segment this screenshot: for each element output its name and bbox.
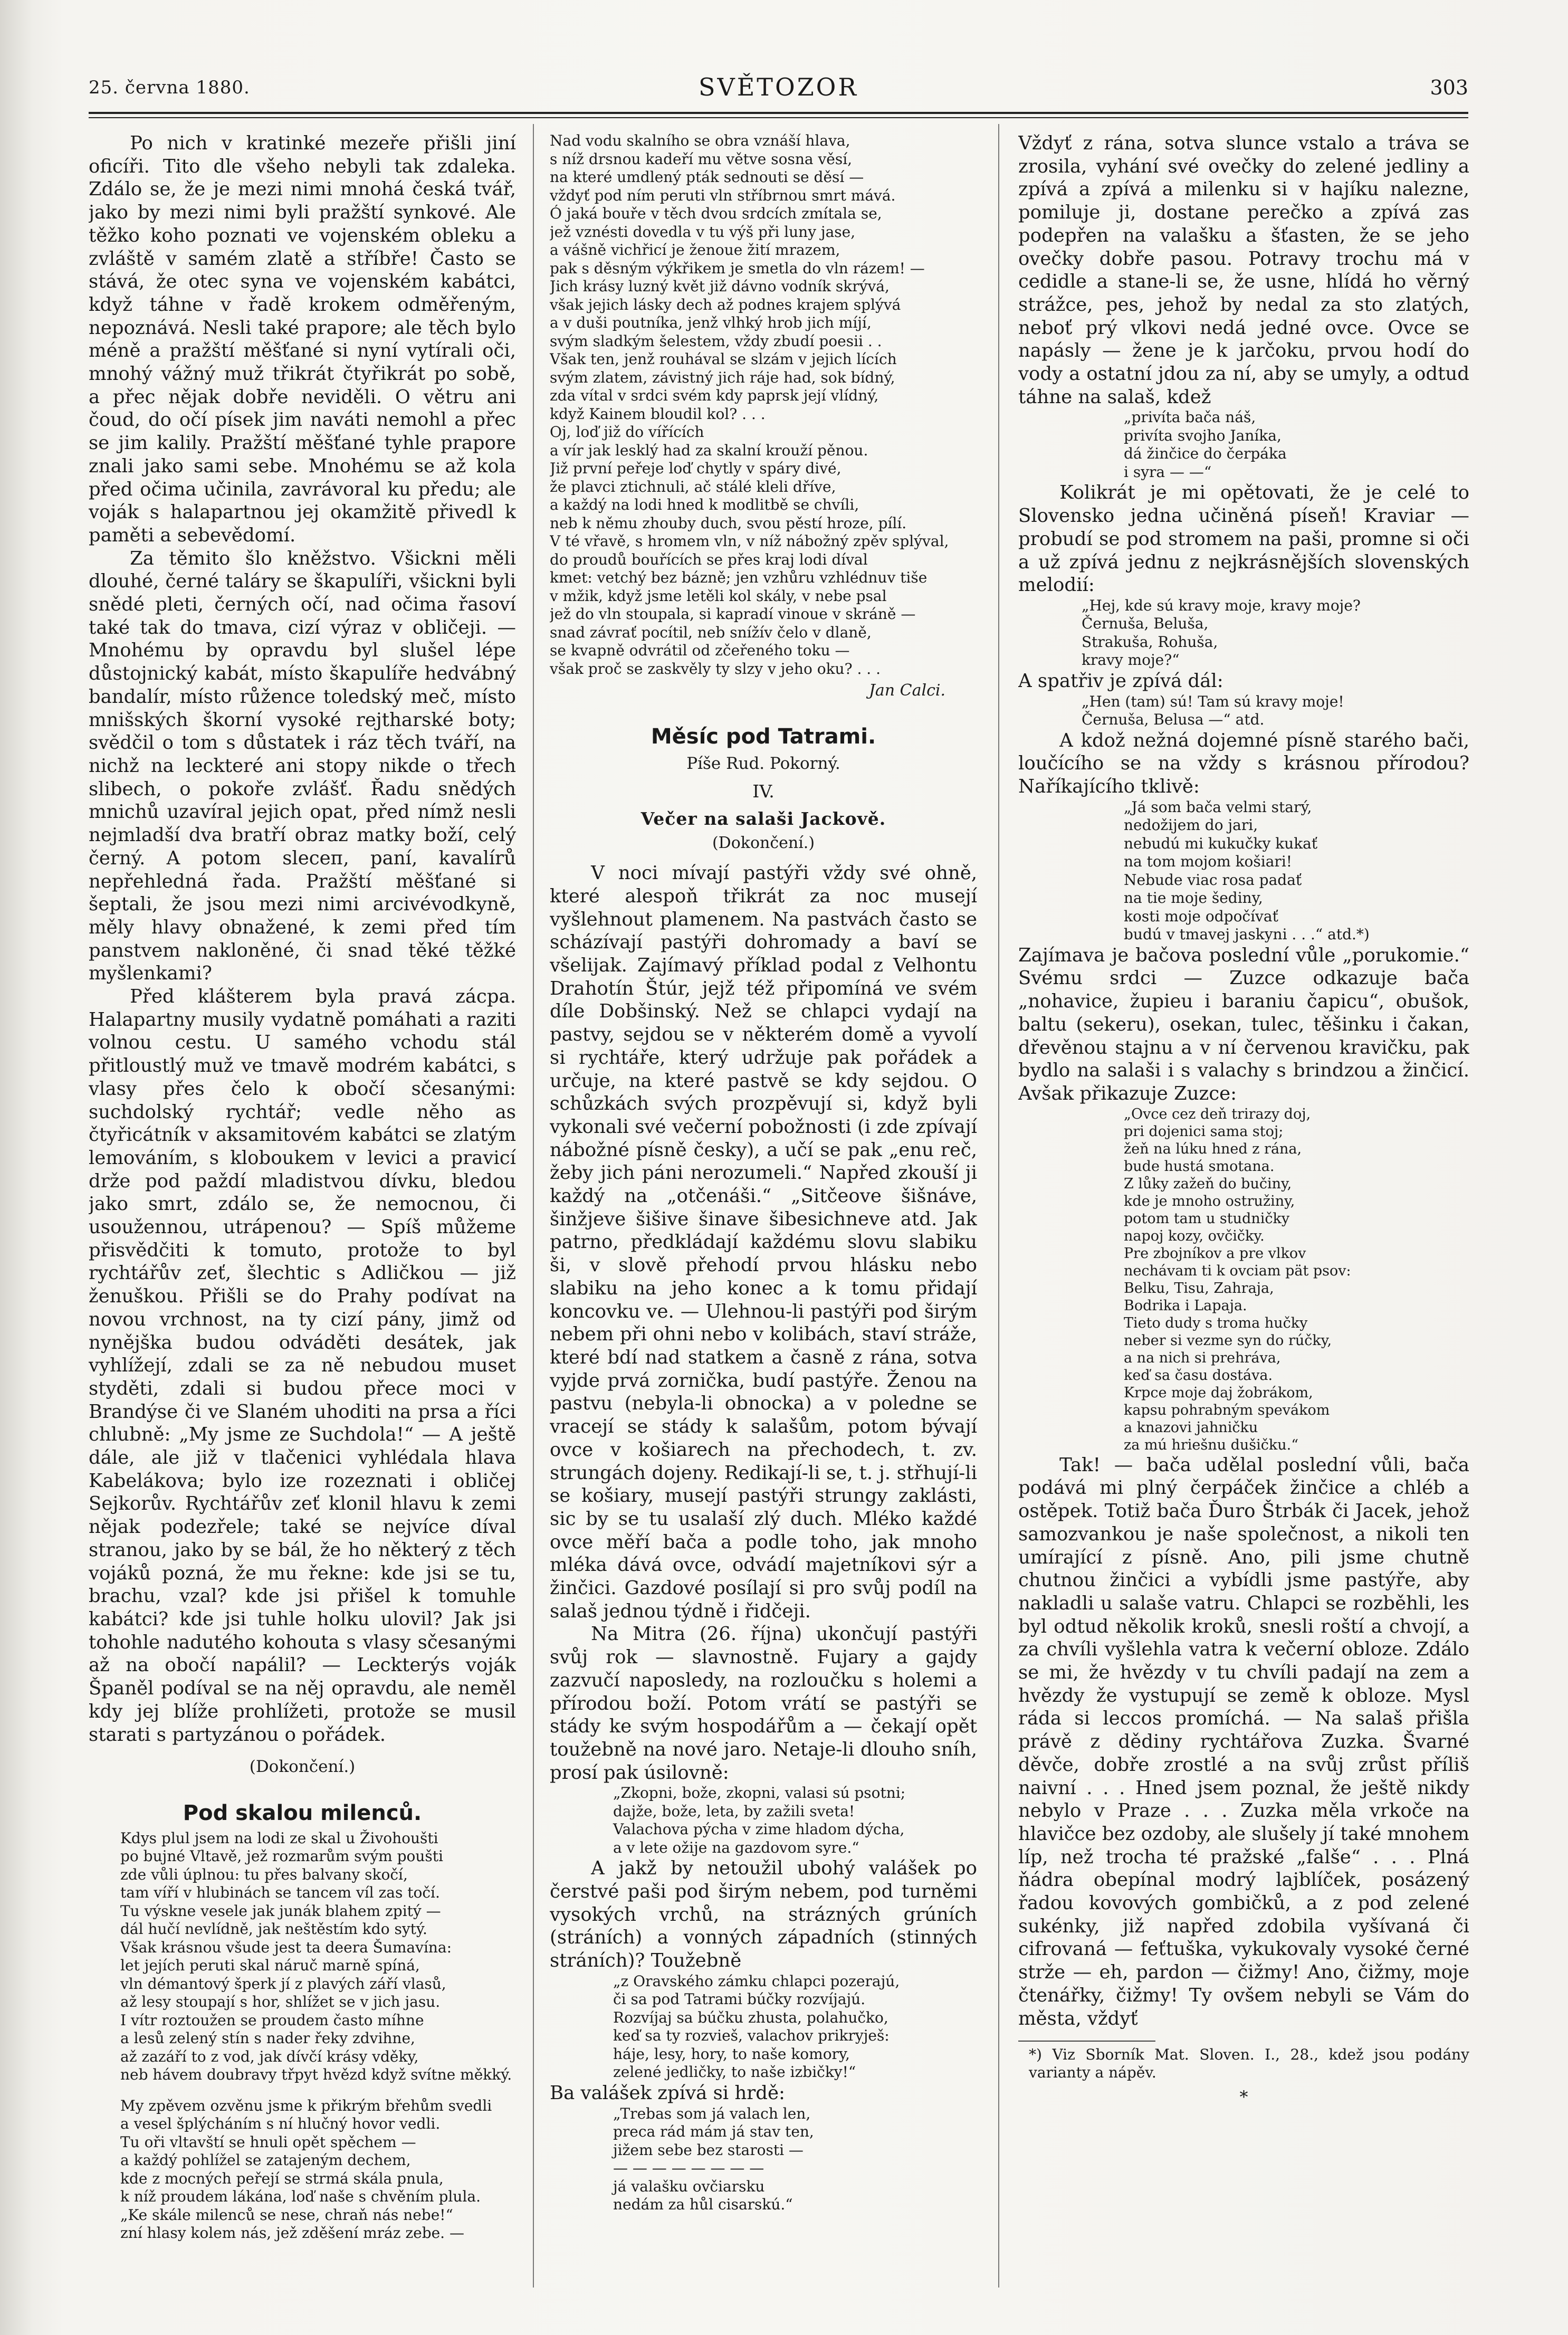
paragraph: Tak! — bača udělal poslední vůli, bača podává mi plný čerpáček žinčice a chléb a ostěpek. Totiž bača Ďuro Štrbák či Jacek, jehož samozvankou je naše společnost, a nikoli ten umírající z písně. Ano, pili jsme chutně chutnou žinčici a vybídli jsme pastýře, aby nakladli u salaše vatru. Chlapci se rozběhli, les byl odtud několik kroků, snesli roští a chvojí, a za chvíli vyšlehla vatra k večerní obloze. Zdálo se mi, že hvězdy v tu chvíli padají na zem a hvězdy že vystupují se země k obloze. Mysl ráda si leccos promíchá. — Na salaš přišla právě z dědiny rychtářova Zuzka. Švarné děvče, dobře zrostlé a na svůj zrůst příliš naivní . . . Hned jsem poznal, že ještě nikdy nebylo v Praze . . . Zuzka měla vrkoče na hlavičce bez ozdoby, ale slušely jí také mnohem líp, než trocha té pražské „falše“ . . . Plná ňádra obepínal modrý lajblíček, posázený řadou kovových gombičků, a z pod zelené sukénky, již napřed zdobila vyšívaná či cifrovaná — feťtuška, vykukovaly vysoké černé strže — eh, pardon — čižmy! Ano, čižmy, moje čtenářky, čižmy! Ty ovšem nebyli se Vám do města, vždyť [1018, 1454, 1469, 2029]
article-title: Měsíc pod Tatrami. [651, 724, 876, 749]
column-divider-2 [998, 124, 999, 2288]
chapter-number: IV. [752, 781, 775, 802]
column-3 [1018, 132, 1469, 2295]
poem-stanza: Oj, loď již do vířících a vír jak lesklý had za skalní krouží pěnou. Již první peřeje loď chytly v spáry divé, že plavci ztichnuli, ač stálé kleli dříve, a každý na lodi hned k modlitbě se chvíli, neb k němu zhouby duch, svou pěstí hroze, pílí. V té vřavě, s hromem vln, v níž nábožný zpěv splýval, do proudů bouřících se přes kraj lodi díval kmet: vetchý bez bázně; jen vzhůru vzhlédnuv tiše v mžik, když jsme letěli kol skály, v nebe psal jež do vln stoupala, si kapradí vinoue v skráně — snad závrať pocítil, neb snížív čelo v dlaně, se kvapně odvrátil od zčeřeného toku — však proč se zaskvěly ty slzy v jeho oku? . . . [550, 423, 949, 678]
folk-song-verse: „Já som bača velmi starý, nedožijem do jari, nebudú mi kukučky kukať na tom mojom košiari! Nebude viac rosa padať na tie moje šediny, kosti moje odpočívať budú v tmavej jaskyni . . .“ atd.*) [1124, 798, 1370, 943]
page-number: 303 [1430, 76, 1468, 99]
paragraph: Za těmito šlo kněžstvo. Všickni měli dlouhé, černé taláry se škapulíři, všickni byli snědé pleti, černých očí, nad očima řasoví také tak do tmava, cizí výraz v obličeji. — Mnohému by opravdu byl slušel lépe důstojnický kabát, místo škapulíře hedvábný bandalír, místo růžence toledský meč, místo mnišských škorní vysoké rejtharské boty; svědčil o tom s důstatek i ráz těch tváří, na nichž na leckteré ani stopy nikde o třech slibech, o pokoře zvlášť. Řadu snědých mnichů uzavíral jejich opat, před nímž nesli nejmladší dva bratří obraz matky boží, celý černý. A potom sleceп, paní, kavalírů nepřehledná řada. Pražští měšťané si šeptali, že jsou mezi nimi arcivévodkyně, měly hlavy obnažené, k zemi před tím panstvem nakloněné, či snad těké těžké myšlenkami? [89, 547, 516, 985]
folk-song-verse: „Trebas som já valach len, preca rád mám já stav ten, jižem sebe bez starosti — — — — — — — — — já valašku ovčiarsku nedám za hůl cisarskú.“ [613, 2104, 814, 2214]
paragraph: V noci mívají pastýři vždy své ohně, které alespoň třikrát za noc musejí vyšlehnout plamenem. Na pastvách často se scházívají pastýři dohromady a baví se všelijak. Zajímavý příklad podal z Velhontu Drahotín Štúr, jejž též připomíná ve svém díle Dobšinský. Než se chlapci vydají na pastvy, sejdou se v některém domě a vyvolí si rychtáře, který udržuje pak pořádek a určuje, na které pastvě se kdy sejdou. O schůzkách svých prozpěvují si, když byli vykonali své večerní pobožnosti (i zde zpívají nábožné písně česky), a učí se pak „enu reč, žeby jich páni nerozumeli.“ Napřed zkouší ji každý na „otčenáši.“ „Sitčeove šišnáve, šinžjeve šišive šinave šibesichneve atd. Jak patrno, předkládají každému slovu slabiku ši, v slově přehodí prvou hlásku nebo slabiku na jeho konec a k tomu přidají koncovku ve. — Ulehnou-li pastýři pod širým nebem při ohni nebo v kolibách, staví stráže, které bdí nad statkem a časně z rána, sotva vyjde prvá zornička, budí pastýře. Ženou na pastvu (nebyla-li obnocka) a v poledne se vracejí se stády k salašům, potom bývají ovce v košiarech na přechodech, t. zv. strungách dojeny. Redikají-li se, t. j. střhují-li se košiary, musejí pastýři strungy zaklásti, sic by se tu usalaší zlý duch. Mléko každé ovce měří bača a podle toho, jak mnoho mléka dává ovce, odvádí majetníkovi sýr a žinčici. Gazdové posílají si pro svůj podíl na salaš jednou týdně i řidčeji. [550, 862, 977, 1622]
chapter-note: (Dokončení.) [712, 833, 815, 852]
footnote: *) Viz Sborník Mat. Sloven. I., 28., kdež jsou podány varianty a nápěv. [1029, 2046, 1469, 2082]
column-2 [550, 132, 977, 2295]
paragraph: Vždyť z rána, sotva slunce vstalo a tráva se zrosila, vyhání své ovečky do zelené jedliny a zpívá a zpívá a milenku si v hajíku nalezne, pomiluje ji, dostane perečko a zpívá zas podepřen na valašku a šťasten, že se jeho ovečky dobře pasou. Potravy trochu má v cedidle a stane-li se, že usne, hlídá ho věrný strážce, pes, jehož by nedal za sto zlatých, neboť prý vlkovi nedá jedné ovce. Ovce se napásly — žene je k jarčoku, prvou hodí do vody a ostatní jdou za ní, aby se umyly, a odtud táhne na salaš, kdež [1018, 132, 1469, 408]
article-byline: Píše Rud. Pokorný. [686, 754, 840, 774]
issue-date: 25. června 1880. [89, 77, 250, 98]
chapter-title: Večer na salaši Jackově. [640, 808, 886, 829]
folk-song-verse: „Hen (tam) sú! Tam sú kravy moje! Černuša, Belusa —“ atd. [1082, 692, 1344, 729]
journal-title: SVĚTOZOR [698, 73, 858, 101]
footnote-rule [1018, 2041, 1155, 2042]
folk-song-verse: „Hej, kde sú kravy moje, kravy moje? Černuša, Beluša, Strakuša, Rohuša, kravy moje?“ [1082, 596, 1361, 669]
poem-stanza: Kdys plul jsem na lodi ze skal u Živohoušti po bujné Vltavě, jež rozmarům svým poušti zde vůli úplnou: tu přes balvany skočí, tam víří v hlubinách se tancem víl zas točí. Tu výskne vesele jak junák blahem zpitý — dál hučí nevlídně, jak neštěstím kdo sytý. Však krásnou všude jest ta deera Šumavína: let jejích peruti skal náruč marně spíná, vln démantový šperk jí z plavých září vlasů, až lesy stoupají s hor, shlížet se v jich jasu. I vítr roztoužen se proudem často míhne a lesů zelený stín s nader řeky zdvihne, až zazáří to z vod, jak dívčí krásy vděky, neb hávem doubravy třpyt hvězd když svítne měkký. [120, 1829, 512, 2084]
paragraph: Na Mitra (26. října) ukončují pastýři svůj rok — slavnostně. Fujary a gajdy zazvučí naposledy, na rozloučku s holemi a přírodou boží. Potom vrátí se pastýři se stády ke svým hospodářům a — čekají opět toužebně na nové jaro. Netaje-li dlouho sníh, prosí pak úsilovně: [550, 1623, 977, 1784]
paragraph: Ba valášek zpívá si hrdě: [550, 2082, 785, 2104]
header-rule-thick [89, 112, 1468, 114]
paragraph: A kdož nežná dojemné písně starého bači, loučícího se na vždy s krásnou přírodou? Naříkajícího tklivě: [1018, 729, 1469, 798]
folk-song-verse: „Ovce cez deň trirazy doj, pri dojenici sama stoj; žeň na lúku hned z rána, bude hustá smotana. Z lůky zažeň do bučiny, kde je mnoho ostružiny, potom tam u studničky napoj kozy, ovčičky. Pre zbojníkov a pre vlkov nechávam ti k ovciam pät psov: Belku, Tisu, Zahraja, Bodrika i Lapaja. Tieto dudy s troma hučky neber si vezme syn do rúčky, a na nich si prehráva, keď sa času dostáva. Krpce moje daj žobrákom, kapsu pohrabným spevákom a knazovi jahničku za mú hriešnu dušičku.“ [1124, 1105, 1351, 1453]
paragraph: Zajímava je bačova poslední vůle „porukomie.“ Svému srdci — Zuzce odkazuje bača „nohavice, župieu i baraniu čapicu“, obušok, baltu (sekeru), osekan, tulec, těšinku i čakan, dřevěnou stajnu a v ní červenou kravičku, pak bydlo na salaši i s valachy s brindzou a žinčicí. Avšak přikazuje Zuzce: [1018, 944, 1469, 1104]
header-rule-thin [89, 117, 1468, 118]
folk-song-verse: „Zkopni, bože, zkopni, valasi sú psotni; dajže, bože, leta, by zažili sveta! Valachova pýcha v zime hladom dýcha, a v lete ožije na gazdovom syre.“ [613, 1784, 906, 1856]
column-1 [89, 132, 516, 2295]
paragraph: A spatřiv je zpívá dál: [1018, 670, 1223, 692]
paragraph: Kolikrát je mi opětovati, že je celé to Slovensko jedna učiněná píseň! Kraviar — probudí se pod stromem na paši, promne si oči a už zpívá jednu z nejkrásnějších slovenských melodií: [1018, 482, 1469, 596]
poem-stanza: Nad vodu skalního se obra vznáší hlava, s níž drsnou kadeří mu větve sosna věsí, na které umdlený pták sednouti se děsí — vždyť pod ním peruti vln stříbrnou smrt mává. Ó jaká bouře v těch dvou srdcích zmítala se, jež vznésti dovedla v tu výš při luny jase, a vášně vichřicí je ženoue žití mrazem, pak s děsným výkřikem je smetla do vln rázem! — Jich krásy luzný květ již dávno vodník skrývá, však jejich lásky dech až podnes krajem splývá a v duši poutníka, jenž vlhký hrob jich míjí, svým sladkým šelestem, vždy zbudí poesii . . Však ten, jenž rouhával se slzám v jejich lících svým zlatem, závistný jich ráje had, sok bídný, zda vítal v srdci svém kdy paprsk její vlídný, když Kainem bloudil kol? . . . [550, 132, 925, 423]
poem-title: Pod skalou milenců. [183, 1800, 422, 1825]
paragraph: Před klášterem byla pravá zácpa. Halapartny musily vydatně pomáhati a raziti volnou cestu. U samého vchodu stál přitloustlý muž ve tmavě modrém kabátci, s vlasy přes čelo k obočí sčesanými: suchdolský rychtář; vedle něho as čtyřicátník v aksamitovém kabátci se zlatým lemováním, s kloboukem v levici a pravicí drže pod paždí mladistvou dívku, bledou jako smrt, zdálo se, že nemocnou, či usoužennou, utrápenou? — Spíš můžeme přisvědčiti k tomuto, protože to byl rychtářův zeť, šlechtic s Adličkou — již ženuškou. Přišli se do Prahy podívat na novou vrchnost, na ty cizí pány, jimž od nynějška budou odváděti desátek, jak vyhlížejí, zdali se za ně nebudou muset styděti, zdali si budou přece moci v Brandýse či ve Slaném uhoditi na prsa a říci chlubně: „My jsme ze Suchdola!“ — A ještě dále, ale již v tlačenici vyhlédala hlava Kabelákova; bylo ize rozeznati i obličej Sejkorův. Rychtářův zeť klonil hlavu k zemi nějak podezřele; také se nejvíce díval stranou, jako by se bál, že ho některý z těch vojáků pozná, že mu řekne: kde jsi se tu, brachu, vzal? kde jsi přišel k tomuhle kabátci? kde jsi tuhle holku ulovil? Jak jsi tohohle nadutého kohouta s vlasy sčesanými až na obočí napálil? — Leckterýs voják Španěl podíval se na něj opravdu, ale neměl kdy jej blíže prohlížeti, protože se musil starati s partyzánou o pořádek. [89, 986, 516, 1746]
continued-note: (Dokončení.) [249, 1757, 356, 1777]
poem-author: Jan Calci. [868, 681, 945, 700]
paragraph: Po nich v kratinké mezeře přišli jiní oficíři. Tito dle všeho nebyli tak zdaleka. Zdálo se, že je mezi nimi mnohá česká tvář, jako by mezi nimi byli pražští synkové. Ale těžko koho poznati ve vojenském obleku a zvláště v samém zlatě a stříbře! Často se stává, že otec syna ve vojenském kabátci, když táhne v řadě krokem odměřeným, nepoznává. Nesli také prapore; ale těch bylo méně a pražští měšťané si nyní vytírali oči, mnohý vážný muž třikrát čtyřikrát po sobě, a přec nějak dobře neviděli. O větru ani čoud, do očí písek jim naváti nemohl a přec se jim kalily. Pražští měšťané tyhle prapore znali jako sami sebe. Mnohému se až kola před očima učinila, zavrávoral ku předu; ale voják s halapartnou jej okamžitě přivedl k paměti a sebevědomí. [89, 132, 516, 546]
paragraph: A jakž by netoužil ubohý valášek po čerstvé paši pod širým nebem, pod turněmi vysokých vrchů, na strázných grúních (stráních) a vonných západních (stinných stráních)? Toužebně [550, 1857, 977, 1972]
poem-stanza: My zpěvem ozvěnu jsme k přikrým břehům svedli a vesel šplýcháním s ní hlučný hovor vedli. Tu oři vltavští se hnuli opět spěchem — a každý pohlížel se zatajeným dechem, kde z mocných peřejí se strmá skála pnula, k níž proudem lákána, loď naše s chvěním plula. „Ke skále milenců se nese, chraň nás nebe!“ zní hlasy kolem nás, jež zděšení mráz zebe. — [120, 2096, 492, 2242]
folk-song-verse: „privíta bača náš, privíta svojho Janíka, dá žinčice do čerpáka i syra — —“ [1124, 408, 1287, 481]
folk-song-verse: „z Oravského zámku chlapci pozerajú, či sa pod Tatrami búčky rozvíjajú. Rozvíjaj sa búčku zhusta, polahučko, keď sa ty rozvieš, valachov prikryješ: háje, lesy, hory, to naše komory, zelené jedličky, to naše izbičky!“ [613, 1972, 900, 2081]
section-star: * [1239, 2087, 1248, 2108]
page-edge-shadow [0, 0, 32, 2335]
page-header [89, 73, 1468, 104]
column-divider-1 [533, 124, 534, 2288]
